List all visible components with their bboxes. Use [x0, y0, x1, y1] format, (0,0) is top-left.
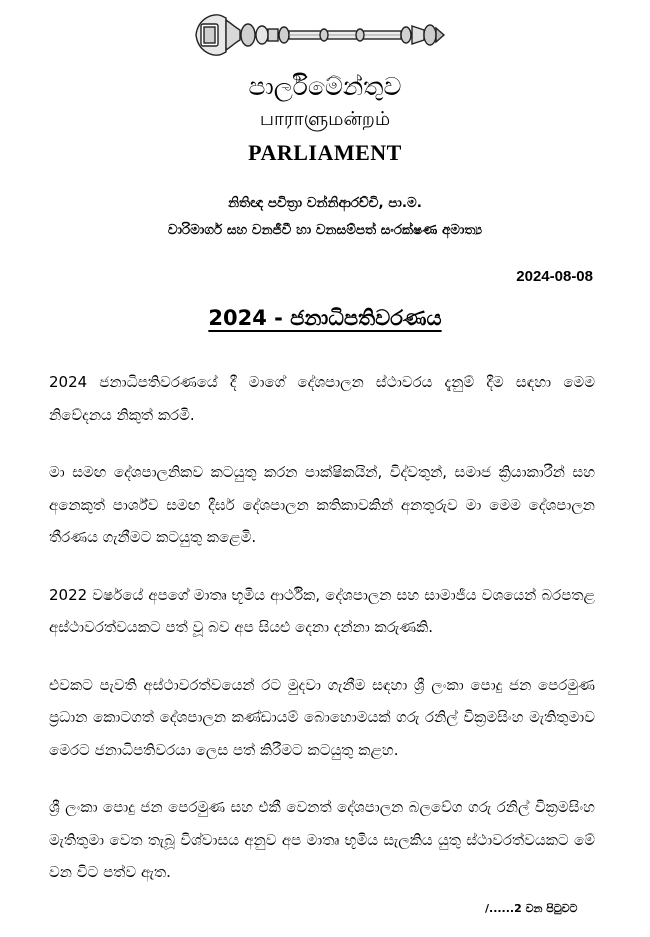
page-continuation-note: /......2 වන පිටුවට	[485, 902, 578, 915]
letter-body	[49, 366, 595, 914]
parliament-title-sinhala: පාර්ලිමේන්තුව	[248, 72, 402, 101]
paragraph: 2024 ජනාධිපතිවරණයේ දී මාගේ දේශපාලන ස්ථාවරය දැනුම් දීම සඳහා මෙම නිවේදනය නිකුත් කරමි.	[49, 373, 595, 424]
letter-date: 2024-08-08	[516, 268, 593, 285]
paragraph: 2022 වර්ෂයේ අපගේ මාතෘ භූමිය ආර්ථික, දේශපාලන සහ සාමාජීය වශයෙන් බරපතළ අස්ථාවරත්වයකට පත් වූ බව අප සියළු දෙනා දන්නා කරුණකි.	[49, 585, 595, 636]
parliament-mace-emblem	[192, 6, 447, 64]
parliament-title-tamil: பாராளுமன்றம்	[259, 108, 391, 130]
parliament-title-english: PARLIAMENT	[248, 140, 402, 165]
document-title-text: 2024 - ජනාධිපතිවරණය	[208, 306, 442, 330]
paragraph: එවකට පැවති අස්ථාවරත්වයෙන් රට මුදවා ගැනීම සඳහා ශ්‍රී ලංකා පොදු ජන පෙරමුණ ප්‍රධාන කොටගත් දේශපාලන කණ්ඩායම් බොහොමයක් ගරු රනිල් වික්‍රමසිංහ මැතිතුමාව මෙරට ජනාධිපතිවරයා ලෙස පත් කිරීමට කටයුතු කළහ.	[49, 675, 595, 759]
paragraph: මා සමඟ දේශපාලනිකව කටයුතු කරන පාක්ෂිකයින්, විද්වතුන්, සමාජ ක්‍රියාකාරීන් සහ අනෙකුත් පාර්ශ්ව සමඟ දීර්ඝ දේශපාලන කතිකාවකින් අනතුරුව මා මෙම දේශපාලන තීරණය ගැනීමට කටයුතු කළෙමි.	[49, 463, 595, 546]
document-title	[0, 306, 650, 331]
minister-block	[0, 190, 650, 244]
paragraph: ශ්‍රී ලංකා පොදු ජන පෙරමුණ සහ එකී වෙනත් දේශපාලන බලවේග ගරු රනිල් වික්‍රමසිංහ මැතිතුමා වෙත තැබූ විශ්වාසය අනුව අප මාතෘ භූමිය සැලකිය යුතු ස්ථාවරත්වයකට මේ වන විට පත්ව ඇත.	[49, 798, 595, 881]
minister-name: නිතිඥ පවිත්‍රා වන්නිආරච්චි, පා.ම.	[228, 195, 422, 211]
minister-designation: වාරිමාර්ග සහ වනජීවී හා වනසම්පත් සංරක්ෂණ අමාත්‍ය	[167, 222, 483, 238]
